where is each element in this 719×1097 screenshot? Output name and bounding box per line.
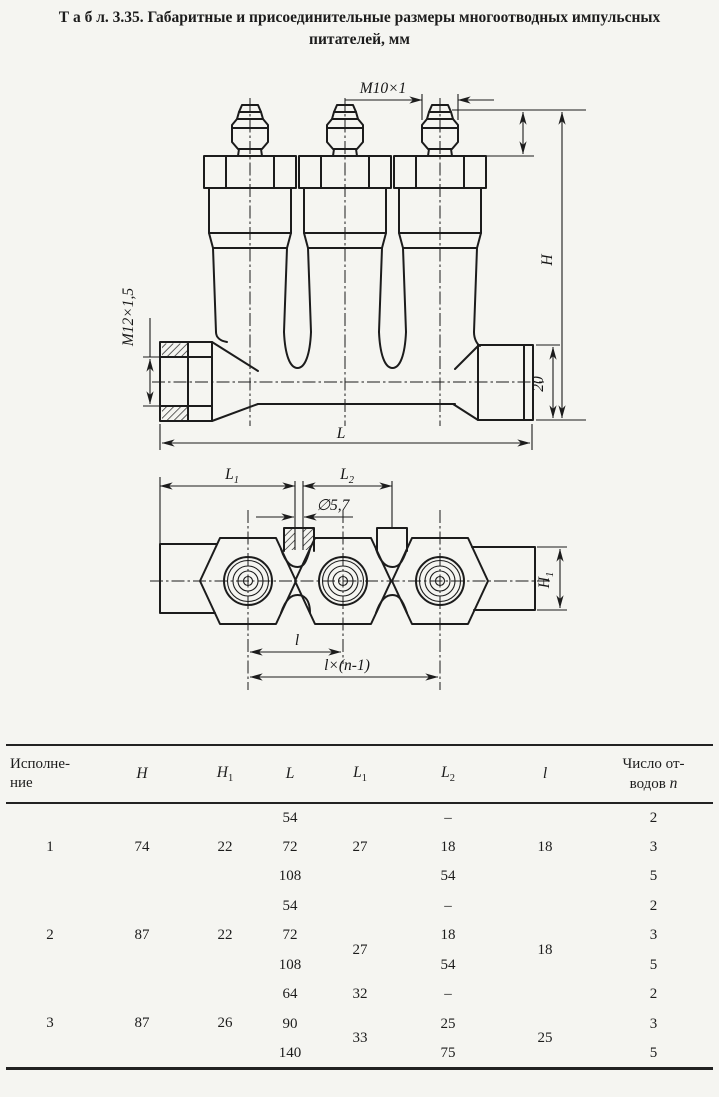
header-L: L xyxy=(260,745,320,803)
cell-L2: 18 xyxy=(440,927,456,944)
cell-L2: – xyxy=(444,986,452,1003)
cell-L: 72 xyxy=(282,838,298,855)
dim-label-L2: $L_2$ xyxy=(340,466,354,486)
cell-l: 18 xyxy=(537,839,553,856)
cell-n: 5 xyxy=(649,1044,658,1061)
cell-H: 74 xyxy=(134,839,150,856)
cell-L: 72 xyxy=(282,927,298,944)
cell-H1: 22 xyxy=(217,927,233,944)
dim-label-L1: $L_1$ xyxy=(225,466,239,486)
cell-L: 108 xyxy=(278,956,302,973)
cell-n: 3 xyxy=(649,1015,658,1032)
header-H1: $H_1$ xyxy=(190,745,260,803)
plan-left-end xyxy=(160,544,217,613)
cell-H: 87 xyxy=(134,1015,150,1031)
cell-l: 18 xyxy=(537,942,553,958)
table-row xyxy=(6,892,713,922)
cell-execution: 2 xyxy=(46,927,54,944)
cell-execution: 1 xyxy=(46,839,54,856)
front-view xyxy=(120,80,586,450)
header-L2: $L_2$ xyxy=(400,745,496,803)
dimensions-table xyxy=(6,744,713,1070)
cell-n: 2 xyxy=(649,809,658,826)
cell-L1: 33 xyxy=(352,1029,368,1046)
dim-label-pitch: l xyxy=(294,632,300,649)
dim-label-pitch-total: l×(n-1) xyxy=(324,657,370,674)
dim-label-H: H xyxy=(539,254,556,266)
plan-view xyxy=(150,466,567,690)
dim-label-m12: M12×1,5 xyxy=(120,287,137,347)
cell-n: 3 xyxy=(649,927,658,944)
header-l: l xyxy=(496,745,594,803)
header-execution: Исполне- ние xyxy=(6,745,94,803)
cell-n: 2 xyxy=(649,986,658,1003)
header-outlets: Число от- водов n xyxy=(594,745,713,803)
cell-L: 64 xyxy=(282,986,298,1003)
cell-l: 25 xyxy=(537,1029,553,1046)
cell-L2: 25 xyxy=(440,1015,456,1032)
header-H: H xyxy=(94,745,190,803)
dim-label-m10: M10×1 xyxy=(359,80,407,97)
cell-L2: 18 xyxy=(440,838,456,855)
cell-L2: – xyxy=(444,897,452,914)
cell-L2: 54 xyxy=(440,956,456,973)
caption-line2: питателей, мм xyxy=(309,31,410,48)
dim-label-L: L xyxy=(336,425,346,442)
cell-n: 2 xyxy=(649,897,658,914)
caption-line1: Т а б л. 3.35. Габаритные и присоединительные размеры многоотводных импульсных xyxy=(58,9,661,26)
table-header xyxy=(6,745,713,803)
cell-L: 140 xyxy=(278,1044,302,1061)
cell-L1-empty xyxy=(320,892,400,922)
table-caption xyxy=(0,7,719,51)
dim-label-H1: $H_1$ xyxy=(536,571,556,589)
cell-L2: 75 xyxy=(440,1044,456,1061)
cell-n: 5 xyxy=(649,868,658,885)
cell-L: 54 xyxy=(282,809,298,826)
front-dimensions xyxy=(120,80,586,450)
cell-n: 3 xyxy=(649,838,658,855)
cell-H: 87 xyxy=(134,927,150,944)
table-row xyxy=(6,803,713,833)
cell-execution: 3 xyxy=(46,1015,54,1031)
cell-L2: 54 xyxy=(440,868,456,885)
cell-L: 54 xyxy=(282,897,298,914)
dim-label-hole: ∅5,7 xyxy=(316,497,350,514)
cell-L1: 27 xyxy=(352,942,368,958)
outlet-tab-hatched xyxy=(284,528,314,551)
cell-H1: 22 xyxy=(217,839,233,856)
cell-l-empty xyxy=(496,892,594,922)
cell-H1: 26 xyxy=(217,1015,233,1031)
cell-L1: 27 xyxy=(352,839,368,856)
plan-dimensions xyxy=(160,466,567,677)
cell-n: 5 xyxy=(649,956,658,973)
table-row xyxy=(6,980,713,1010)
outlet-tab-plain xyxy=(377,528,407,551)
cell-L: 90 xyxy=(282,1015,298,1032)
cell-L2: – xyxy=(444,809,452,826)
plan-right-end xyxy=(472,547,535,610)
cell-L: 108 xyxy=(278,868,302,885)
cell-L1: 32 xyxy=(352,986,368,1003)
cell-l-empty xyxy=(496,980,594,1010)
header-L1: $L_1$ xyxy=(320,745,400,803)
technical-drawing xyxy=(0,62,719,720)
dim-label-20: 20 xyxy=(530,376,547,392)
